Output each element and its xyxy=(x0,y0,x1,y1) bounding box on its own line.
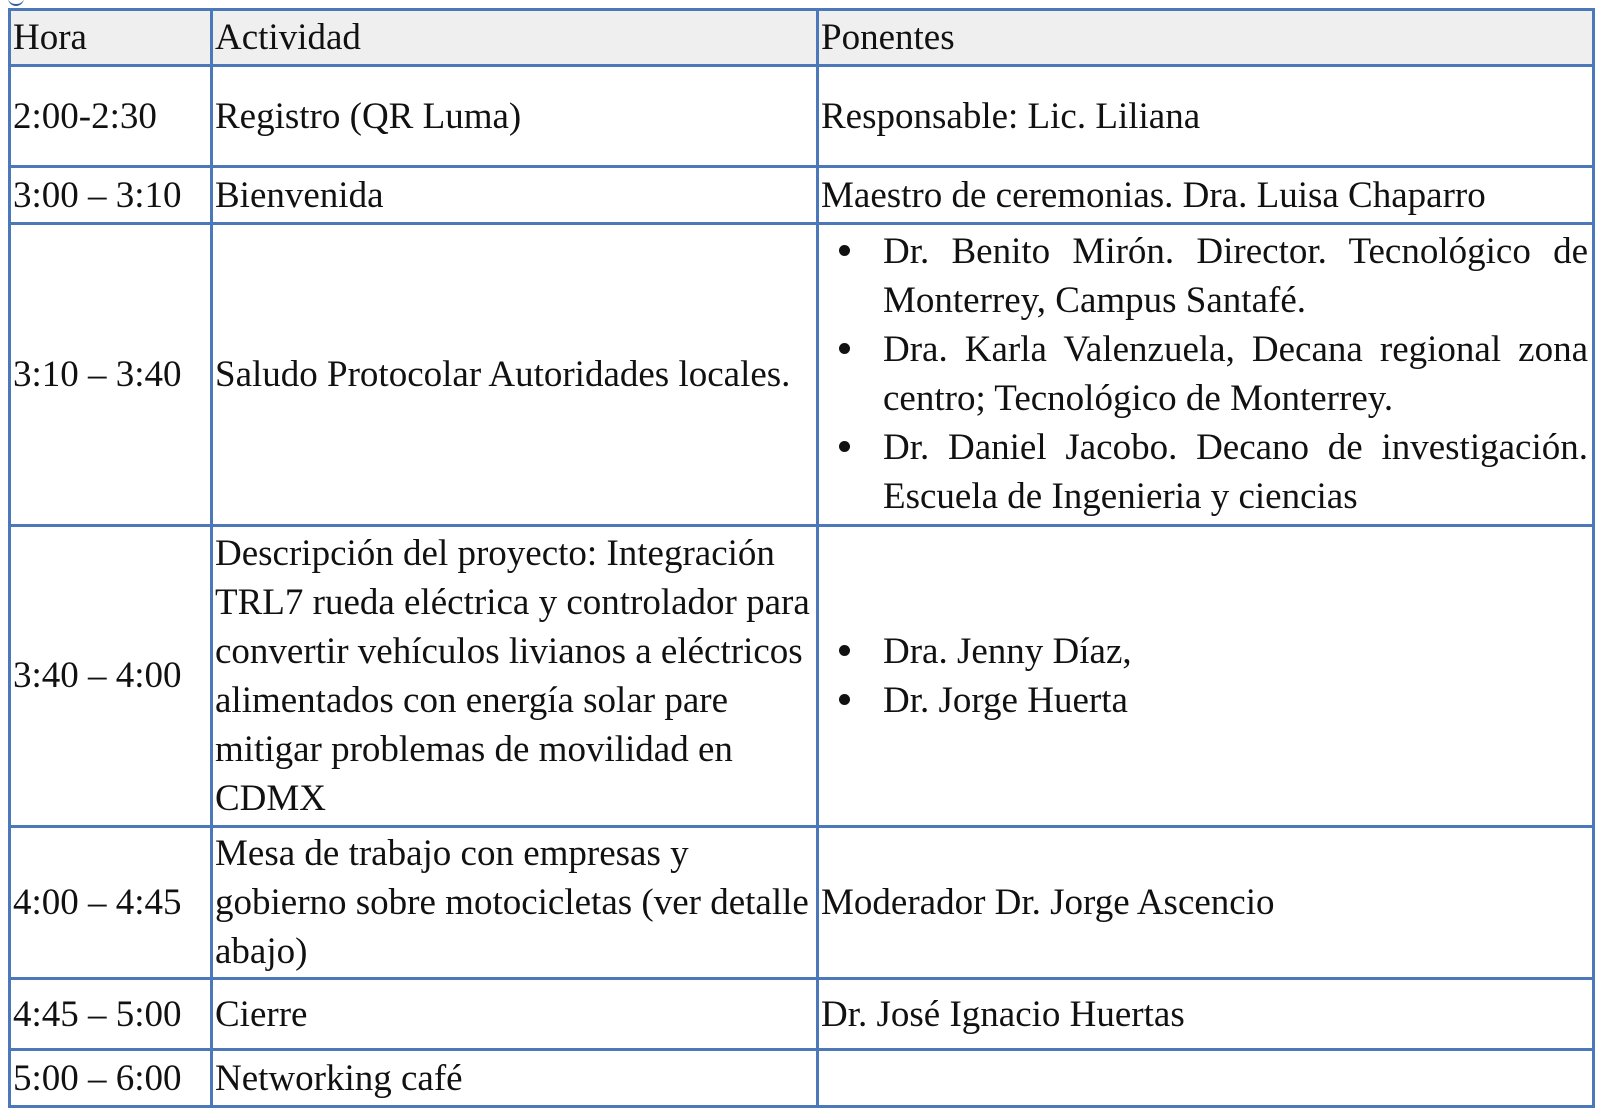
header-actividad: Actividad xyxy=(212,10,818,66)
ponentes-cell: Maestro de ceremonias. Dra. Luisa Chaparro xyxy=(818,167,1594,224)
partial-heading-fragment xyxy=(8,0,24,6)
ponentes-list xyxy=(821,627,1592,725)
list-item xyxy=(821,627,1592,676)
actividad-cell: Cierre xyxy=(212,979,818,1050)
ponentes-cell xyxy=(818,525,1594,826)
actividad-cell: Networking café xyxy=(212,1050,818,1107)
table-header-row xyxy=(10,10,1594,66)
hora-cell: 3:00 – 3:10 xyxy=(10,167,212,224)
list-item xyxy=(821,423,1592,521)
table-row xyxy=(10,1050,1594,1107)
header-hora: Hora xyxy=(10,10,212,66)
hora-cell: 2:00-2:30 xyxy=(10,66,212,167)
table-row xyxy=(10,826,1594,978)
ponente-text: Dra. Jenny Díaz, xyxy=(883,630,1132,672)
list-item xyxy=(821,325,1592,423)
actividad-cell: Saludo Protocolar Autoridades locales. xyxy=(212,224,818,525)
table-row xyxy=(10,66,1594,167)
actividad-cell: Descripción del proyecto: Integración TRL7 rueda eléctrica y controlador para convertir vehículos livianos a eléctricos alimentados con energía solar pare mitigar problemas de movilidad en CDMX xyxy=(212,525,818,826)
hora-cell: 4:45 – 5:00 xyxy=(10,979,212,1050)
bullet-icon xyxy=(839,343,850,354)
ponente-text: Dr. Benito Mirón. Director. Tecnológico de Monterrey, Campus Santafé. xyxy=(883,231,1588,322)
ponentes-list xyxy=(821,227,1592,521)
actividad-cell: Bienvenida xyxy=(212,167,818,224)
ponente-text: Dra. Karla Valenzuela, Decana regional zona centro; Tecnológico de Monterrey. xyxy=(883,329,1588,420)
table-row xyxy=(10,224,1594,525)
list-item xyxy=(821,676,1592,725)
table-row xyxy=(10,979,1594,1050)
ponente-text: Dr. Daniel Jacobo. Decano de investigación. Escuela de Ingenieria y ciencias xyxy=(883,427,1588,518)
ponentes-cell xyxy=(818,224,1594,525)
bullet-icon xyxy=(839,245,850,256)
hora-cell: 5:00 – 6:00 xyxy=(10,1050,212,1107)
hora-cell: 3:10 – 3:40 xyxy=(10,224,212,525)
ponentes-cell: Responsable: Lic. Liliana xyxy=(818,66,1594,167)
ponentes-cell: Dr. José Ignacio Huertas xyxy=(818,979,1594,1050)
ponente-text: Dr. Jorge Huerta xyxy=(883,679,1128,721)
hora-cell: 3:40 – 4:00 xyxy=(10,525,212,826)
actividad-cell: Registro (QR Luma) xyxy=(212,66,818,167)
list-item xyxy=(821,227,1592,325)
table-row xyxy=(10,525,1594,826)
bullet-icon xyxy=(839,645,850,656)
ponentes-cell: Moderador Dr. Jorge Ascencio xyxy=(818,826,1594,978)
agenda-table xyxy=(8,8,1595,1108)
table-row xyxy=(10,167,1594,224)
header-ponentes: Ponentes xyxy=(818,10,1594,66)
bullet-icon xyxy=(839,441,850,452)
ponentes-cell xyxy=(818,1050,1594,1107)
hora-cell: 4:00 – 4:45 xyxy=(10,826,212,978)
bullet-icon xyxy=(839,694,850,705)
actividad-cell: Mesa de trabajo con empresas y gobierno sobre motocicletas (ver detalle abajo) xyxy=(212,826,818,978)
